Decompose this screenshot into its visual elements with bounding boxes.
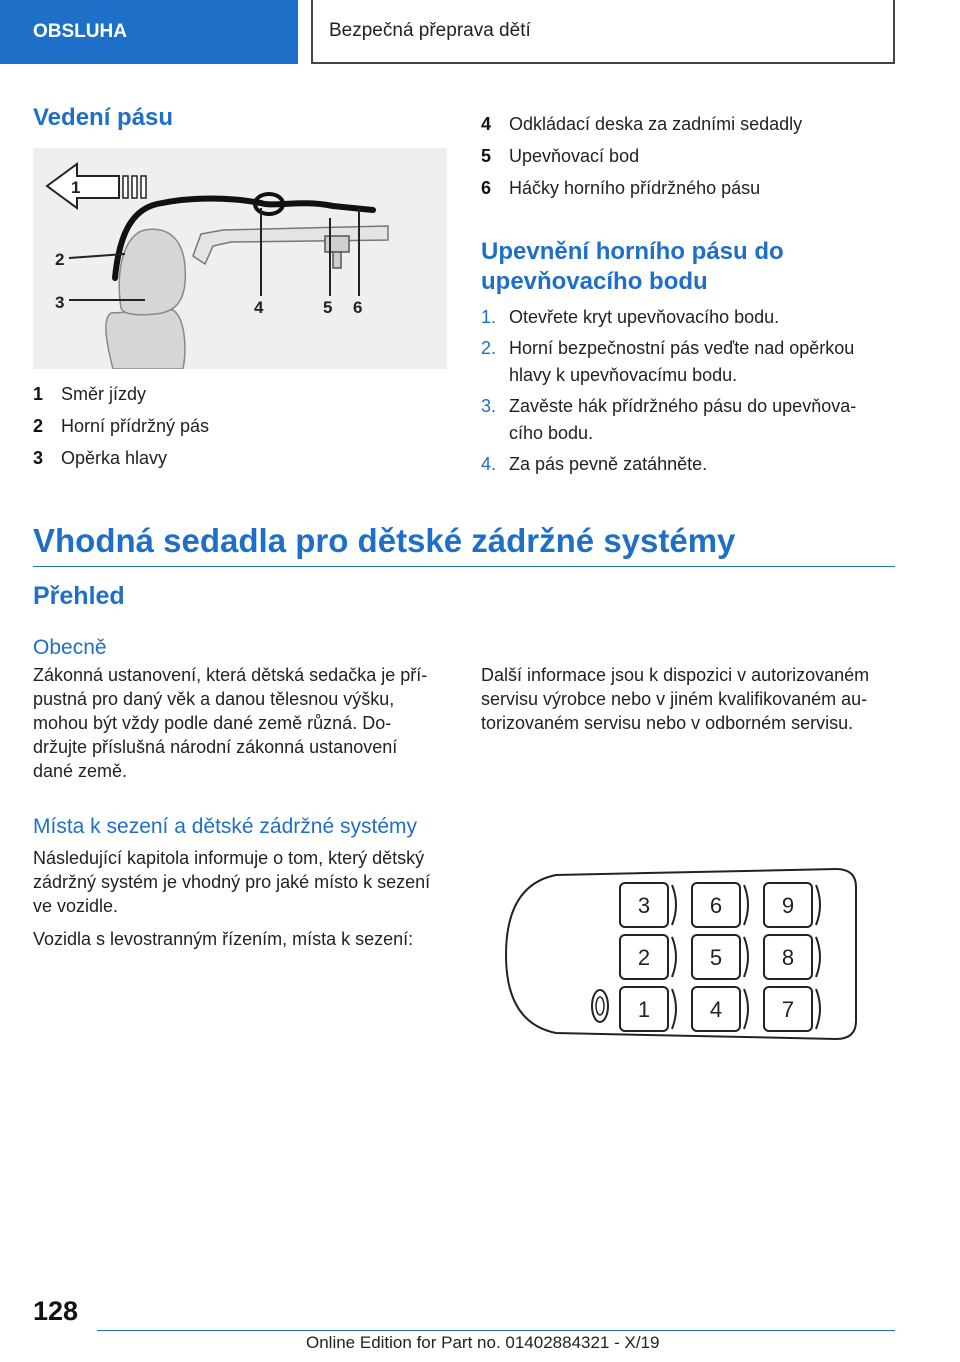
attach-heading-line: Upevnění horního pásu do [481, 238, 784, 265]
legend-text: Háčky horního přídržného pásu [509, 178, 761, 198]
legend-item [481, 172, 802, 204]
label-1: 1 [71, 178, 81, 197]
direction-arrow [47, 164, 146, 208]
legend-text: Horní přídržný pás [61, 416, 210, 436]
attach-heading-line: upevňovacího bodu [481, 268, 708, 295]
page-header [311, 0, 895, 64]
step-item [481, 393, 901, 447]
step-num: 1. [481, 307, 497, 327]
figure-legend-right [481, 108, 802, 204]
main-heading: Vhodná sedadla pro dětské zádržné systémy [33, 522, 736, 559]
seat-number: 6 [709, 893, 723, 918]
overview-right-paragraph: Další informace jsou k dispozici v autorizovaném servisu výrobce nebo v jiném kvalifikovaném au‐ torizovaném servisu nebo v odborném servisu. [481, 665, 870, 733]
seat-number: 1 [637, 997, 651, 1022]
overview-left-paragraph: Zákonná ustanovení, která dětská sedačka je pří‐ pustná pro daný věk a danou tělesnou výšku, mohou být vždy podle dané země různá. Do‐ držujte příslušná národní zákonná ustanovení dané země. [33, 665, 428, 781]
seat-number: 7 [781, 997, 795, 1022]
lhd-paragraph: Vozidla s levostranným řízením, místa k sezení: [33, 929, 414, 949]
step-text: Horní bezpečnostní pás veďte nad opěrkou hlavy k upevňovacímu bodu. [509, 338, 855, 385]
legend-num: 6 [481, 178, 492, 198]
legend-text: Upevňovací bod [509, 146, 640, 166]
legend-item [33, 378, 209, 410]
label-5: 5 [323, 298, 333, 317]
chapter-title: Bezpečná přeprava dětí [329, 20, 531, 41]
step-num: 2. [481, 338, 497, 358]
seat-number: 3 [637, 893, 651, 918]
step-num: 4. [481, 454, 497, 474]
belt-routing-heading: Vedení pásu [33, 104, 174, 131]
general-subheading: Obecně [33, 636, 107, 659]
figure-legend-left [33, 378, 209, 474]
vehicle-seat-diagram [496, 863, 860, 1043]
seat-layout-figure [496, 863, 860, 1043]
label-2: 2 [55, 250, 65, 269]
footer-rule [97, 1330, 895, 1331]
edition-footer: Online Edition for Part no. 01402884321 - X/19 [306, 1333, 660, 1352]
step-num: 3. [481, 396, 497, 416]
legend-item [33, 410, 209, 442]
label-3: 3 [55, 293, 65, 312]
page-number: 128 [33, 1296, 79, 1326]
legend-text: Odkládací deska za zadními sedadly [509, 114, 803, 134]
attach-steps [481, 304, 901, 482]
main-heading-rule [33, 566, 895, 567]
seat-number: 5 [709, 945, 723, 970]
legend-num: 3 [33, 448, 44, 468]
label-4: 4 [254, 298, 264, 317]
section-tab [0, 0, 298, 64]
seat-number: 4 [709, 997, 723, 1022]
legend-item [481, 140, 802, 172]
seat-number: 2 [637, 945, 651, 970]
belt-routing-figure [33, 148, 447, 369]
legend-item [481, 108, 802, 140]
legend-num: 2 [33, 416, 44, 436]
attach-heading [481, 237, 784, 297]
legend-num: 5 [481, 146, 492, 166]
seats-paragraph: Následující kapitola informuje o tom, který dětský zádržný systém je vhodný pro jaké místo k sezení ve vozidle. [33, 848, 431, 916]
seat-number: 9 [781, 893, 795, 918]
overview-heading: Přehled [33, 582, 125, 610]
step-item [481, 451, 901, 478]
legend-text: Opěrka hlavy [61, 448, 168, 468]
step-item [481, 304, 901, 331]
anchor-shape [325, 236, 349, 252]
section-label: OBSLUHA [33, 21, 127, 42]
seats-heading: Místa k sezení a dětské zádržné systémy [33, 815, 417, 838]
step-item [481, 335, 901, 389]
headrest-shape [119, 229, 185, 314]
legend-item [33, 442, 209, 474]
headrest-belt-diagram [33, 148, 447, 369]
legend-num: 4 [481, 114, 492, 134]
legend-num: 1 [33, 384, 44, 404]
seat-number: 8 [781, 945, 795, 970]
step-text: Za pás pevně zatáhněte. [509, 454, 708, 474]
anchor-bolt [333, 252, 341, 268]
step-text: Zavěste hák přídržného pásu do upevňova‐ cího bodu. [509, 396, 857, 443]
label-6: 6 [353, 298, 363, 317]
step-text: Otevřete kryt upevňovacího bodu. [509, 307, 780, 327]
seat-back-shape [106, 310, 185, 369]
legend-text: Směr jízdy [61, 384, 147, 404]
